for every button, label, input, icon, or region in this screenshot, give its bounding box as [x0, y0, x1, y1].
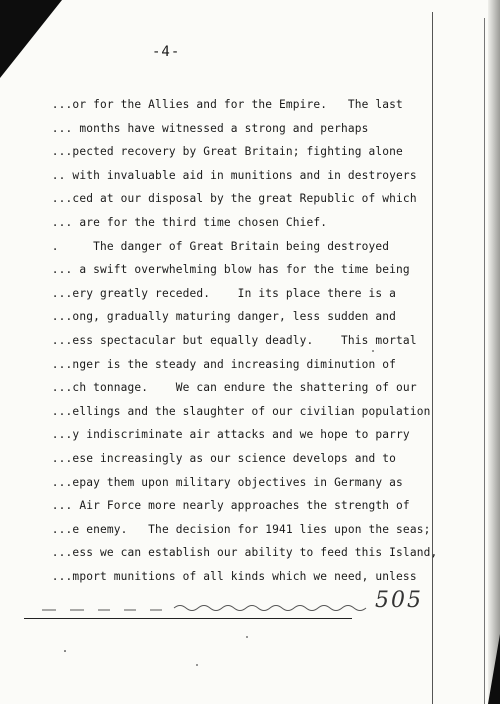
- text-line: ...y indiscriminate air attacks and we hope to parry: [38, 428, 410, 442]
- scan-speck: [196, 664, 198, 666]
- text-line: ... Air Force more nearly approaches the strength of: [38, 499, 410, 513]
- scan-speck: [372, 350, 374, 352]
- text-line: ...ong, gradually maturing danger, less sudden and: [38, 310, 397, 324]
- scan-speck: [64, 650, 66, 652]
- bottom-rule: [24, 618, 352, 619]
- handwritten-page-annotation: 505: [375, 588, 423, 613]
- text-line: .. with invaluable aid in munitions and in destroyers: [38, 168, 417, 182]
- text-line: . The danger of Great Britain being destroyed: [38, 239, 390, 253]
- text-line: ...ess we can establish our ability to feed this Island,: [38, 546, 438, 560]
- scan-corner-shadow: [488, 634, 500, 704]
- text-line: ... are for the third time chosen Chief.: [38, 215, 328, 229]
- text-line: ...nger is the steady and increasing diminution of: [38, 357, 397, 371]
- text-line: ... months have witnessed a strong and perhaps: [38, 121, 369, 135]
- text-line: ...ch tonnage. We can endure the shattering of our: [38, 381, 417, 395]
- page-number: -4-: [152, 44, 181, 60]
- text-line: ...ese increasingly as our science develops and to: [38, 451, 397, 465]
- text-line: ...pected recovery by Great Britain; fighting alone: [38, 145, 403, 159]
- text-line: ...ellings and the slaughter of our civilian population: [38, 404, 431, 418]
- text-line: ...epay them upon military objectives in Germany as: [38, 475, 403, 489]
- margin-rule: [484, 18, 485, 704]
- scan-corner-shadow: [0, 0, 62, 78]
- text-line: ...ess spectacular but equally deadly. This mortal: [38, 333, 417, 347]
- text-line: ...e enemy. The decision for 1941 lies upon the seas;: [38, 522, 431, 536]
- typed-text-body: [38, 93, 438, 588]
- text-line: ...ery greatly receded. In its place there is a: [38, 286, 397, 300]
- text-line: ...or for the Allies and for the Empire. The last: [38, 98, 403, 111]
- text-line: ...ced at our disposal by the great Republic of which: [38, 192, 417, 206]
- text-line: ...mport munitions of all kinds which we need, unless: [38, 569, 417, 583]
- margin-rule: [432, 12, 433, 704]
- scan-speck: [246, 636, 248, 638]
- scribble-line: [40, 600, 370, 620]
- scan-edge-shadow: [488, 0, 500, 704]
- text-line: ... a swift overwhelming blow has for the time being: [38, 263, 410, 277]
